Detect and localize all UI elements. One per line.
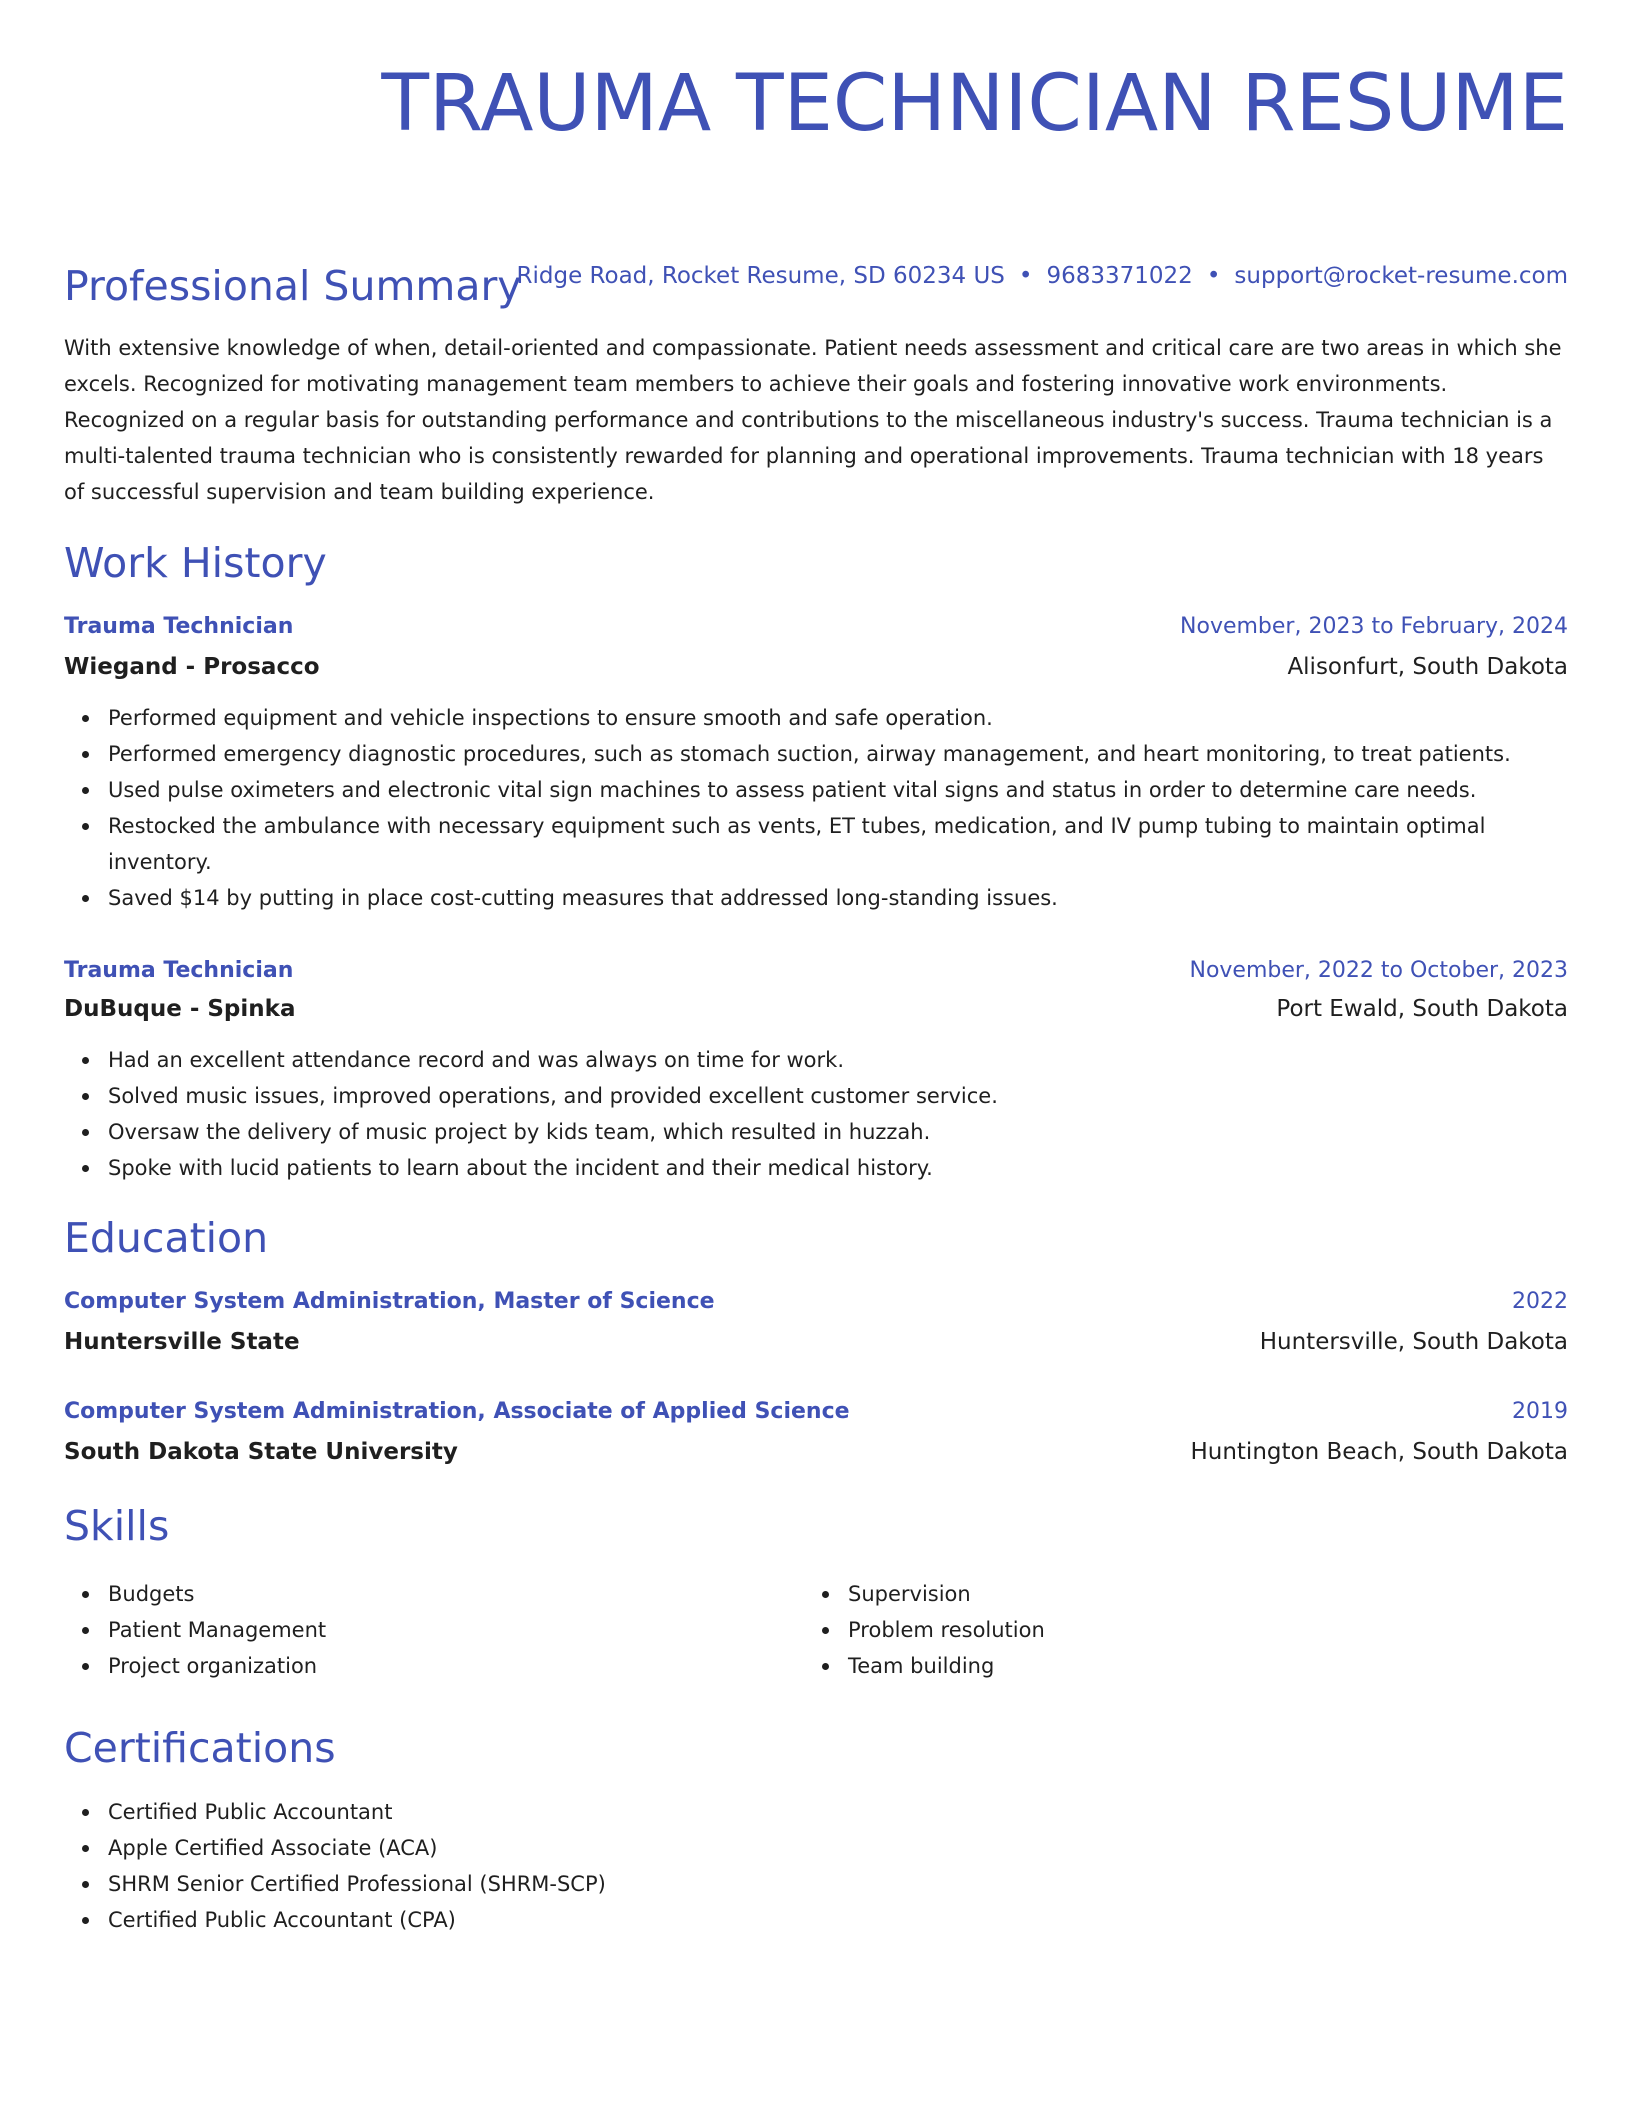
list-item: Spoke with lucid patients to learn about the incident and their medical history.: [108, 1150, 1568, 1186]
certification-item: Certified Public Accountant (CPA): [108, 1902, 1568, 1938]
section-heading-skills: Skills: [64, 1502, 170, 1550]
job-title-row: [64, 954, 1568, 988]
education-degree: Computer System Administration, Associate of Applied Science: [64, 1399, 850, 1424]
resume-page: [64, 0, 1568, 1932]
job-dates: November, 2023 to February, 2024: [1180, 614, 1568, 639]
education-year: 2022: [1512, 1289, 1568, 1314]
section-heading-summary: Professional Summary: [64, 262, 522, 310]
job-company-row: [64, 650, 1568, 684]
job-location: Port Ewald, South Dakota: [1276, 996, 1568, 1022]
list-item: Performed emergency diagnostic procedures, such as stomach suction, airway management, and heart monitoring, to treat patients.: [108, 736, 1568, 772]
skill-item: Budgets: [108, 1576, 804, 1612]
job-company: DuBuque - Spinka: [64, 996, 296, 1022]
contact-phone: 9683371022: [1046, 263, 1193, 289]
job-bullets: [64, 700, 1568, 916]
skill-item: Team building: [848, 1648, 1544, 1684]
list-item: Used pulse oximeters and electronic vital sign machines to assess patient vital signs and status in order to determine care needs.: [108, 772, 1568, 808]
education-school-row: [64, 1325, 1568, 1359]
section-heading-education: Education: [64, 1214, 269, 1262]
contact-separator: •: [1018, 263, 1033, 289]
skill-item: Problem resolution: [848, 1612, 1544, 1648]
job-title: Trauma Technician: [64, 958, 294, 983]
list-item: Had an excellent attendance record and was always on time for work.: [108, 1042, 1568, 1078]
list-item: Solved music issues, improved operations, and provided excellent customer service.: [108, 1078, 1568, 1114]
list-item: Performed equipment and vehicle inspections to ensure smooth and safe operation.: [108, 700, 1568, 736]
contact-separator: •: [1206, 263, 1221, 289]
job-location: Alisonfurt, South Dakota: [1287, 654, 1568, 680]
job-company-row: [64, 992, 1568, 1026]
list-item: Saved $14 by putting in place cost-cutting measures that addressed long-standing issues.: [108, 880, 1568, 916]
education-school-row: [64, 1435, 1568, 1469]
education-school: Huntersville State: [64, 1329, 300, 1355]
list-item: Restocked the ambulance with necessary equipment such as vents, ET tubes, medication, and IV pump tubing to maintain optimal inventory.: [108, 808, 1568, 880]
education-year: 2019: [1512, 1399, 1568, 1424]
skill-item: Project organization: [108, 1648, 804, 1684]
education-degree-row: [64, 1395, 1568, 1429]
education-degree: Computer System Administration, Master of Science: [64, 1289, 715, 1314]
resume-title: TRAUMA TECHNICIAN RESUME: [381, 59, 1568, 149]
section-heading-certifications: Certifications: [64, 1724, 336, 1772]
section-heading-work: Work History: [64, 539, 327, 587]
contact-address: Ridge Road, Rocket Resume, SD 60234 US: [516, 263, 1005, 289]
certifications-list: [64, 1794, 1568, 1938]
certification-item: Certified Public Accountant: [108, 1794, 1568, 1830]
job-title-row: [64, 610, 1568, 644]
list-item: Oversaw the delivery of music project by kids team, which resulted in huzzah.: [108, 1114, 1568, 1150]
contact-email[interactable]: support@rocket-resume.com: [1234, 263, 1568, 289]
certification-item: SHRM Senior Certified Professional (SHRM-SCP): [108, 1866, 1568, 1902]
skill-item: Patient Management: [108, 1612, 804, 1648]
education-location: Huntington Beach, South Dakota: [1190, 1439, 1568, 1465]
job-company: Wiegand - Prosacco: [64, 654, 320, 680]
job-dates: November, 2022 to October, 2023: [1189, 958, 1568, 983]
skills-list-left: [64, 1576, 804, 1684]
education-location: Huntersville, South Dakota: [1259, 1329, 1568, 1355]
education-school: South Dakota State University: [64, 1439, 458, 1465]
job-title: Trauma Technician: [64, 614, 294, 639]
certification-item: Apple Certified Associate (ACA): [108, 1830, 1568, 1866]
summary-text: With extensive knowledge of when, detail-oriented and compassionate. Patient needs assessment and critical care are two areas in which she excels. Recognized for motivating management team members to achieve their goals and fostering innovative work environments. Recognized on a regular basis for outstanding performance and contributions to the miscellaneous industry's success. Trauma technician is a multi-talented trauma technician who is consistently rewarded for planning and operational improvements. Trauma technician with 18 years of successful supervision and team building experience.: [64, 336, 1562, 504]
skill-item: Supervision: [848, 1576, 1544, 1612]
education-degree-row: [64, 1285, 1568, 1319]
contact-line: [517, 260, 1568, 292]
job-bullets: [64, 1042, 1568, 1186]
skills-list-right: [804, 1576, 1544, 1684]
